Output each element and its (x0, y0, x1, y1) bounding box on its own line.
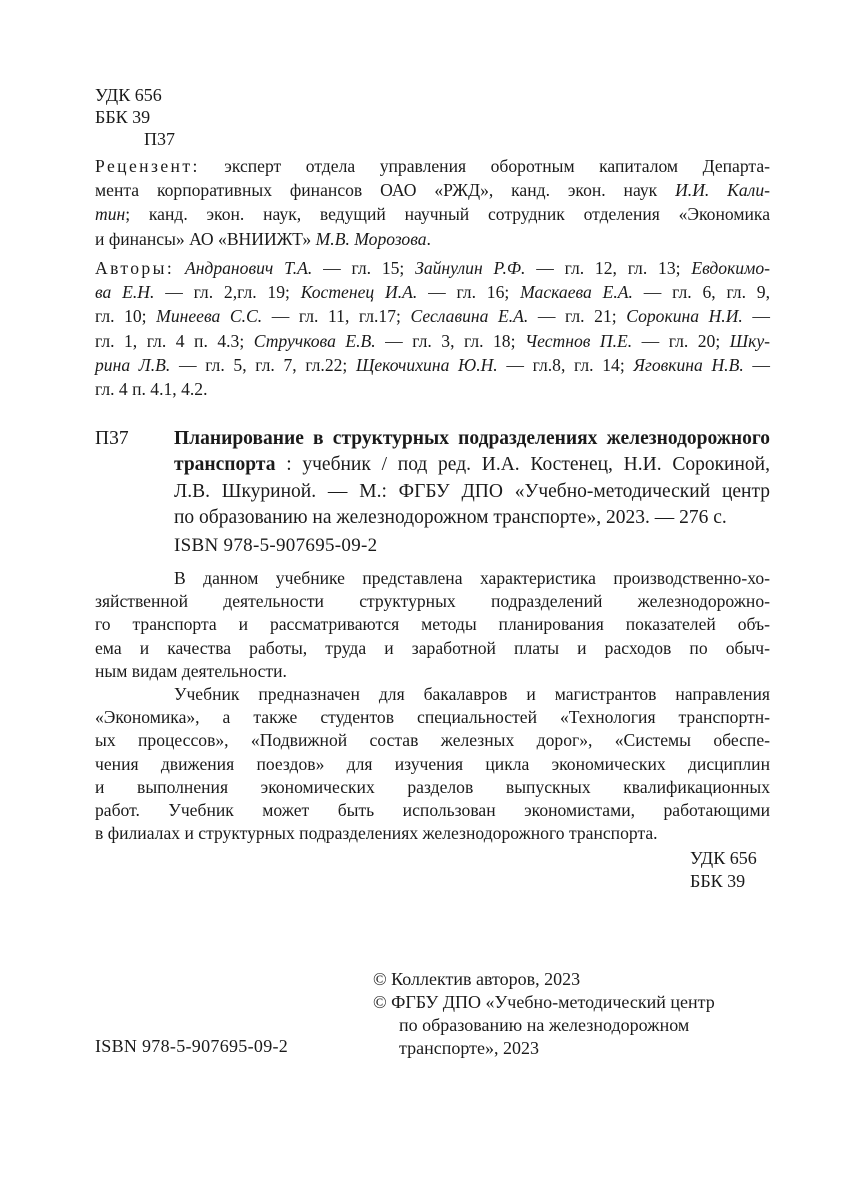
authors-text: Минеева С.С. (156, 306, 263, 327)
reviewer-text: М.В. Морозова (315, 228, 427, 249)
authors-text: Маскаева Е.А. (520, 282, 633, 303)
authors-text: Зайнулин Р.Ф. (415, 258, 526, 278)
copyright-publisher-year: транспорте», 2023 (399, 1038, 539, 1058)
entry-author-mark: П37 (95, 428, 129, 449)
authors-text: — гл. 21; (528, 306, 627, 327)
reviewer-block (95, 154, 770, 251)
authors-text: — гл. 5, гл. 7, гл.22; (170, 354, 356, 375)
authors-text: Шку- (729, 330, 770, 351)
classification-codes-bottom (690, 847, 757, 892)
annotation-line: ых процессов», «Подвижной состав железных дорог», «Системы обеспе- (95, 730, 770, 751)
authors-text: — гл. 11, гл.17; (262, 306, 411, 327)
reviewer-text: мента корпоративных финансов ОАО «РЖД», канд. экон. наук (95, 180, 676, 201)
authors-text: — гл. 15; (312, 258, 416, 278)
authors-text: Евдокимо- (691, 258, 770, 278)
annotation-line: ным видам деятельности. (95, 660, 287, 681)
annotation-line: В данном учебнике представлена характеристика производственно-хо- (174, 568, 770, 588)
author-mark: П37 (144, 129, 175, 149)
authors-text: Стручкова Е.В. (253, 330, 376, 351)
authors-line (95, 329, 770, 353)
authors-text: Андранович Т.А. (184, 258, 313, 278)
authors-text: гл. 10; (95, 306, 157, 327)
authors-text: рина Л.В. (95, 354, 171, 375)
udk-code: УДК 656 (95, 85, 162, 105)
authors-line (95, 353, 770, 377)
authors-text: — гл. 12, гл. 13; (525, 258, 692, 278)
authors-text: — (743, 354, 771, 375)
authors-line (95, 280, 770, 304)
entry-isbn: ISBN 978-5-907695-09-2 (174, 535, 378, 556)
authors-text (174, 258, 185, 278)
authors-line (95, 304, 770, 328)
annotation-line: в филиалах и структурных подразделениях железнодорожного транспорта. (95, 823, 658, 844)
copyright-publisher-cont: по образованию на железнодорожном (399, 1015, 690, 1035)
entry-text: транспорта (174, 454, 276, 476)
authors-text: ва Е.Н. (95, 282, 155, 303)
reviewer-text: тин (95, 204, 126, 225)
entry-text: Л.В. Шкуриной. — М.: ФГБУ ДПО «Учебно-методический центр (174, 480, 770, 502)
authors-text: — гл. 20; (632, 330, 730, 351)
reviewer-line (95, 178, 770, 202)
copyright-block (373, 968, 715, 1060)
authors-text: Яговкина Н.В. (633, 354, 744, 375)
authors-block (95, 256, 770, 401)
authors-text: Сеславина Е.А. (410, 306, 529, 327)
reviewer-text: . (426, 228, 431, 249)
reviewer-text: эксперт отдела управления оборотным капиталом Департа- (199, 156, 770, 176)
annotation-line: Учебник предназначен для бакалавров и магистрантов направления (174, 684, 770, 705)
annotation-line: го транспорта и рассматриваются методы планирования показателей объ- (95, 614, 770, 635)
reviewer-text: И.И. Кали- (675, 180, 770, 201)
udk-code-bottom: УДК 656 (690, 848, 757, 868)
authors-text: — гл. 3, гл. 18; (375, 330, 525, 351)
authors-text: гл. 1, гл. 4 п. 4.3; (95, 330, 254, 351)
bbk-code-bottom: ББК 39 (690, 870, 746, 891)
authors-text: — гл. 2,гл. 19; (154, 282, 301, 303)
annotation-line: зяйственной деятельности структурных подразделений железнодорожно- (95, 591, 770, 612)
reviewer-line (95, 154, 770, 178)
reviewer-line (95, 227, 770, 251)
annotation (95, 567, 770, 845)
isbn-bottom: ISBN 978-5-907695-09-2 (95, 1036, 289, 1056)
authors-text: Честнов П.Е. (525, 330, 633, 351)
reviewer-line (95, 202, 770, 226)
authors-text: Сорокина Н.И. (626, 306, 743, 327)
entry-line (174, 426, 770, 452)
annotation-line: и выполнения экономических разделов выпускных квалификационных (95, 776, 770, 797)
authors-text: Костенец И.А. (300, 282, 418, 303)
annotation-line: работ. Учебник может быть использован экономистами, работающими (95, 800, 770, 821)
copyright-authors: © Коллектив авторов, 2023 (373, 969, 581, 989)
reviewer-text: ; канд. экон. наук, ведущий научный сотрудник отделения «Экономика (125, 204, 770, 225)
annotation-line: чения движения поездов» для изучения цикла экономических дисциплин (95, 753, 770, 774)
annotation-line: «Экономика», а также студентов специальностей «Технология транспортн- (95, 707, 770, 728)
annotation-line: ема и качества работы, труда и заработной платы и расходов по обыч- (95, 637, 770, 658)
authors-line (95, 377, 770, 401)
authors-text: — гл.8, гл. 14; (497, 354, 634, 375)
authors-line (95, 256, 770, 280)
classification-codes-top (95, 84, 175, 150)
copyright-publisher: © ФГБУ ДПО «Учебно-методический центр (373, 992, 715, 1012)
authors-text: — гл. 6, гл. 9, (632, 282, 770, 303)
authors-text: Авторы: (95, 258, 175, 278)
bibliographic-entry (174, 426, 770, 531)
entry-text: по образованию на железнодорожном транспорте», 2023. — 276 с. (174, 506, 727, 528)
reviewer-text: и финансы» АО «ВНИИЖТ» (95, 228, 316, 249)
authors-text: гл. 4 п. 4.1, 4.2. (95, 379, 208, 400)
reviewer-text: Рецензент: (95, 156, 200, 176)
bbk-code: ББК 39 (95, 107, 151, 127)
entry-text: : учебник / под ред. И.А. Костенец, Н.И. Сорокиной, (275, 454, 770, 476)
entry-line (174, 452, 770, 478)
authors-text: Щекочихина Ю.Н. (355, 354, 498, 375)
authors-text: — (742, 306, 771, 327)
entry-text: Планирование в структурных подразделениях железнодорожного (174, 428, 770, 449)
entry-line (174, 479, 770, 505)
entry-line (174, 505, 770, 531)
authors-text: — гл. 16; (417, 282, 521, 303)
